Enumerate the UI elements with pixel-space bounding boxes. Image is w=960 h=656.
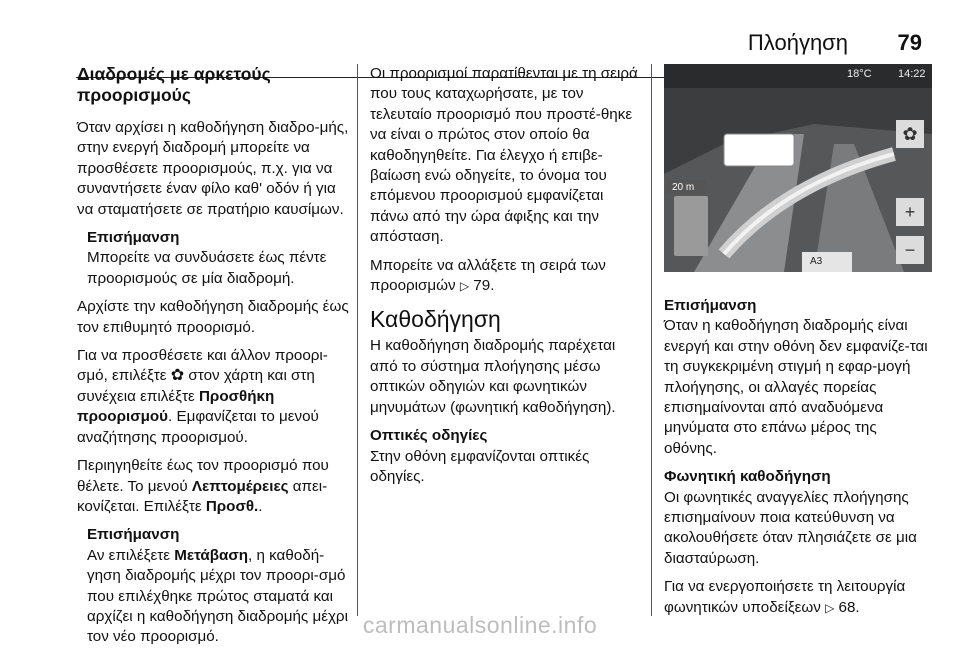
text-run: Για να ενεργοποιήσετε τη λειτουργία φωνητικών υποδείξεων xyxy=(664,578,906,616)
zoom-out-icon: − xyxy=(896,236,924,264)
paragraph: Στην οθόνη εμφανίζονται οπτικές οδηγίες. xyxy=(370,447,590,485)
paragraph: Η καθοδήγηση διαδρομής παρέχεται από το σύστημα πλοήγησης μέσω οπτικών οδηγιών και φωνητικών μηνυμάτων (φωνητική καθοδήγηση). xyxy=(370,337,616,416)
section-heading: Διαδρομές με αρκετούς προορισμούς xyxy=(77,64,271,105)
text-run: , η καθοδή-γηση διαδρομής μέχρι τον προορι-σμό που επιλέχθηκε πρώτος σταματά και αρχίζει η καθοδήγηση διαδρομής μέχρι τον νέο προορισμό. xyxy=(87,546,348,646)
reference-triangle-icon: ▷ xyxy=(825,600,835,615)
distance-readout: 20 m xyxy=(672,182,695,193)
text-run: στον χάρτη και στη συνέχεια επιλέξτε xyxy=(77,367,315,405)
paragraph xyxy=(77,456,349,517)
menu-option-name: Προσθήκη προορισμού xyxy=(77,387,275,426)
text-run: Για να προσθέσετε και άλλον προορι-σμό, επιλέξτε xyxy=(77,347,328,385)
note-text: Μπορείτε να συνδυάσετε έως πέντε προορισμούς σε μία διαδρομή. xyxy=(87,249,327,287)
road-label: A3 xyxy=(810,256,823,267)
settings-gear-icon: ✿ xyxy=(896,120,924,148)
column-divider xyxy=(357,64,358,616)
note-title: Επισήμανση xyxy=(664,297,757,314)
navigation-screen-image xyxy=(664,64,932,272)
note-box xyxy=(87,228,349,289)
text-run: . xyxy=(258,497,263,515)
note-title: Επισήμανση xyxy=(87,229,180,247)
text-run: Μπορείτε να αλλάξετε τη σειρά των προορισμών xyxy=(370,256,606,295)
paragraph: Αρχίστε την καθοδήγηση διαδρομής έως τον επιθυμητό προορισμό. xyxy=(77,298,349,336)
menu-option-name: Λεπτομέρειες xyxy=(191,477,289,495)
page-reference: 79. xyxy=(473,277,495,295)
page-number: 79 xyxy=(897,30,922,55)
watermark: carmanualsonline.info xyxy=(362,612,598,638)
paragraph: Όταν αρχίσει η καθοδήγηση διαδρο-μής, στην ενεργή διαδρομή μπορείτε να προσθέσετε προορισμούς, π.χ. για να συναντήσετε έναν φίλο καθ' οδόν ή για να σταματήσετε σε πρατήριο καυσίμων. xyxy=(77,119,349,218)
column-right xyxy=(664,296,932,626)
note-box xyxy=(664,296,932,459)
note-title: Επισήμανση xyxy=(87,526,180,544)
temperature-readout: 18°C xyxy=(847,68,872,80)
page-reference: 68. xyxy=(838,598,860,616)
paragraph xyxy=(77,346,349,448)
map-drawing xyxy=(664,64,932,272)
text-run: . Εμφανίζεται το μενού αναζήτησης προορισμού. xyxy=(77,408,319,446)
paragraph: Οι προορισμοί παρατίθενται με τη σειρά που τους καταχωρήσατε, με τον τελευταίο προορισμό που προστέ-θηκε να είναι ο πρώτος στον οποίο θα καθοδηγηθείτε. Για έλεγχο ή επιβε-βαίωση ενώ οδηγείτε, το όνομα του επόμενου προορισμού εμφανίζεται πάνω από την ώρα άφιξης και την απόσταση. xyxy=(370,65,638,246)
zoom-in-icon: + xyxy=(896,198,924,226)
paragraph xyxy=(370,256,642,297)
section-heading: Καθοδήγηση xyxy=(370,306,501,333)
clock-readout: 14:22 xyxy=(898,68,926,80)
page-header xyxy=(0,30,960,56)
column-divider xyxy=(651,64,652,616)
column-middle xyxy=(370,64,642,495)
text-run: Αν επιλέξετε xyxy=(87,546,175,564)
sub-heading: Φωνητική καθοδήγηση xyxy=(664,468,831,486)
sub-heading: Οπτικές οδηγίες xyxy=(370,427,488,445)
column-left xyxy=(77,64,349,656)
paragraph: Οι φωνητικές αναγγελίες πλοήγησης επισημαίνουν ποια κατεύθυνση να ακολουθήσετε όταν πλησιάζετε σε μια διασταύρωση. xyxy=(664,488,917,567)
header-title: Πλοήγηση xyxy=(747,30,848,55)
menu-option-name: Προσθ. xyxy=(205,497,259,515)
text-run: απει-κονίζεται. Επιλέξτε xyxy=(77,477,328,515)
gear-icon: ✿ xyxy=(170,367,185,385)
status-bar xyxy=(664,64,932,88)
reference-triangle-icon: ▷ xyxy=(459,279,470,294)
menu-option-name: Μετάβαση xyxy=(174,546,249,564)
text-run: Περιηγηθείτε έως τον προορισμό που θέλετε. Το μενού xyxy=(77,457,329,495)
note-text: Όταν η καθοδήγηση διαδρομής είναι ενεργή και στην οθόνη δεν εμφανίζε-ται τη συγκεκριμένη στιγμή η εφαρ-μογή πλοήγησης, οι αλλαγές πορείας επισημαίνονται από αναδυόμενα μηνύματα στο επάνω μέρος της οθόνης. xyxy=(664,317,928,457)
